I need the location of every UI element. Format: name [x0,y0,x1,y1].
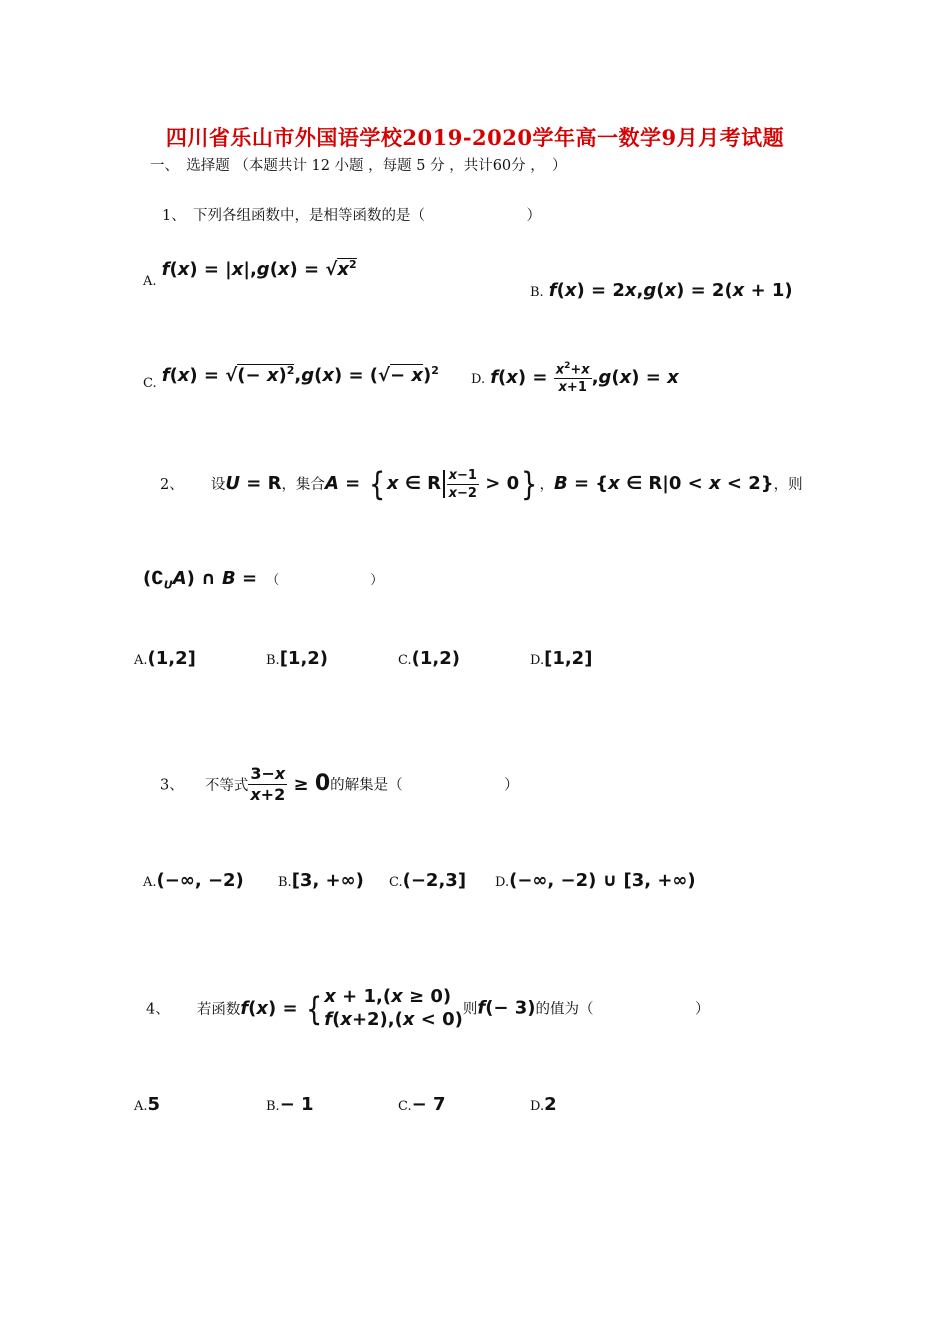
stem-text: 的解集是（ ） [330,777,519,794]
math-formula: f(x) = { x + 1,(x ≥ 0) f(x+2),(x < 0) [240,986,463,1030]
stem-text: 不等式 [204,777,249,794]
option-label: B. [266,1099,280,1114]
math-formula: U = R [225,473,282,494]
option-value: [1,2) [279,648,329,669]
option-label: C. [398,1099,412,1114]
q1-option-b [530,280,793,301]
question-1-stem: 1、 下列各组函数中，是相等函数的是（ ） [162,208,541,224]
q3-option-a [143,870,244,891]
option-label: C. [143,376,157,391]
q4-option-c [398,1094,446,1115]
option-label: A. [143,274,157,289]
stem-text: 设 [210,477,226,493]
option-label: D. [530,653,545,668]
q3-option-c [389,870,466,891]
option-value: (1,2) [411,648,460,669]
option-value: − 1 [279,1094,314,1115]
q1-option-d [471,362,679,394]
math-formula: f(x) = √(− x)$^2$,g(x) = (√− x)$^2$ [161,364,439,386]
question-2-stem: 2、 设U = R，集合A = { x ∈ R $\frac{x-1}{x-2}$ > 0} ，B = {x ∈ R|0 < x < 2}，则 [160,465,803,503]
math-formula: $f(x) = |x|,g(x) = √x^2$ [161,258,357,280]
option-label: B. [278,875,292,890]
stem-text: ，集合 [281,477,325,493]
math-formula: $(∁_UA)$ ∩ B = [143,568,258,592]
option-label: A. [143,875,157,890]
question-number: 4、 [146,1001,170,1018]
math-formula: B = {x ∈ R|0 < x < 2} [553,473,774,494]
math-formula: f(x) = $\frac{x^2+x}{x+1}$ ,g(x) = x [490,361,679,396]
stem-text: 的值为（ ） [535,1001,710,1018]
question-3-stem [160,766,519,803]
option-label: C. [389,875,403,890]
q1-option-a [143,258,357,290]
option-label: D. [530,1099,545,1114]
question-number: 2、 [160,477,184,493]
stem-text: 若函数 [196,1001,241,1018]
q4-option-b [266,1094,314,1115]
q2-option-b [266,648,328,669]
option-value: 2 [544,1094,557,1115]
option-value: [3, +∞) [291,870,364,891]
q2-option-c [398,648,460,669]
math-formula: A = { x ∈ R $\frac{x-1}{x-2}$ > 0} [324,465,538,503]
q1-option-c [143,364,439,392]
option-value: (−∞, −2) ∪ [3, +∞) [509,870,696,891]
math-formula: $\frac{3-x}{x+2}$ ≥ 0 [250,764,331,804]
option-label: B. [530,285,544,300]
document-title: 四川省乐山市外国语学校2019-2020学年高一数学9月月考试题 [165,125,785,150]
math-formula: f(x) = 2x,g(x) = 2(x + 1) [548,280,793,301]
q2-option-d [530,648,592,669]
option-value: (−∞, −2) [156,870,244,891]
option-label: D. [495,875,510,890]
q3-option-b [278,870,364,891]
q3-option-d [495,870,696,891]
option-value: − 7 [411,1094,446,1115]
question-4-stem [146,986,710,1031]
option-label: A. [134,1099,148,1114]
option-label: D. [471,372,486,388]
option-label: A. [134,653,148,668]
question-number: 3、 [160,777,184,794]
q4-option-d [530,1094,557,1115]
q2-option-a [134,648,196,669]
answer-blank: （ ） [266,573,384,588]
option-value: [1,2] [544,648,593,669]
stem-text: 则 [462,1001,478,1018]
option-value: (−2,3] [402,870,467,891]
question-2-continuation [143,568,383,592]
option-value: 5 [147,1094,161,1115]
option-value: (1,2] [147,648,196,669]
q4-option-a [134,1094,160,1115]
section-heading: 一、 选择题 （本题共计 12 小题 ，每题 5 分 ，共计60分 ， ） [150,158,567,174]
option-label: B. [266,653,280,668]
stem-text: ，则 [773,477,803,493]
option-label: C. [398,653,412,668]
math-formula: f(− 3) [477,997,536,1019]
